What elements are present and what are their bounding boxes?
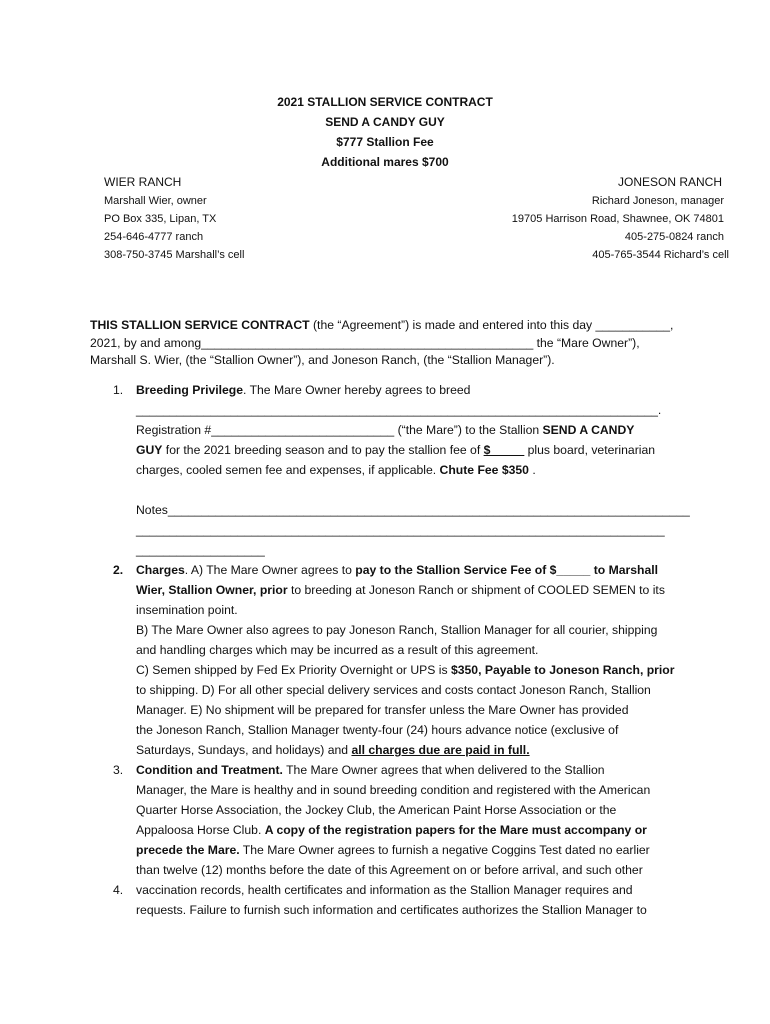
- notes-line-3: ___________________: [136, 543, 265, 557]
- registration-blank: Registration #___________________________ (“the Mare”) to the Stallion: [136, 423, 543, 437]
- left-party-phone: 254-646-4777 ranch: [104, 231, 204, 243]
- stallion-fee-blank: $_____: [483, 443, 525, 457]
- notes-line-1: Notes_____________________________________________________________________________: [136, 503, 690, 517]
- left-party-owner: Marshall Wier, owner: [104, 195, 207, 207]
- left-party-cell: 308-750-3745 Marshall’s cell: [104, 249, 245, 261]
- left-party-name: WIER RANCH: [104, 175, 182, 189]
- stallion-fee: $777 Stallion Fee: [336, 135, 434, 149]
- chute-fee: Chute Fee $350: [439, 463, 529, 477]
- clause-number: 2.: [113, 563, 124, 577]
- clause-heading: Condition and Treatment.: [136, 763, 283, 777]
- stallion-name: SEND A CANDY GUY: [325, 115, 445, 129]
- intro-line-1: (the “Agreement”) is made and entered into this day ___________,: [309, 318, 674, 332]
- right-party-name: JONESON RANCH: [617, 175, 722, 189]
- right-party-manager: Richard Joneson, manager: [591, 195, 724, 207]
- contract-title: 2021 STALLION SERVICE CONTRACT: [277, 95, 493, 109]
- left-party-address: PO Box 335, Lipan, TX: [104, 213, 217, 225]
- intro-line-3: Marshall S. Wier, (the “Stallion Owner”), and Joneson Ranch, (the “Stallion Manager”).: [90, 353, 555, 367]
- clause-heading: Breeding Privilege: [136, 383, 244, 397]
- intro-line-2: 2021, by and among_________________________________________________ the “Mare Owner”),: [90, 336, 640, 350]
- intro-bold: THIS STALLION SERVICE CONTRACT: [90, 318, 310, 332]
- right-party-phone: 405-275-0824 ranch: [624, 231, 724, 243]
- clause-number: 3.: [113, 763, 124, 777]
- right-party-address: 19705 Harrison Road, Shawnee, OK 74801: [511, 213, 724, 225]
- clause-heading: Charges: [136, 563, 185, 577]
- additional-mares-fee: Additional mares $700: [321, 155, 449, 169]
- clause-number: 1.: [113, 383, 124, 397]
- mare-owner-blank: _____________________________________________________________________________.: [136, 403, 662, 417]
- clause-number: 4.: [113, 883, 124, 897]
- right-party-cell: 405-765-3544 Richard’s cell: [592, 249, 729, 261]
- notes-line-2: ______________________________________________________________________________: [136, 523, 665, 537]
